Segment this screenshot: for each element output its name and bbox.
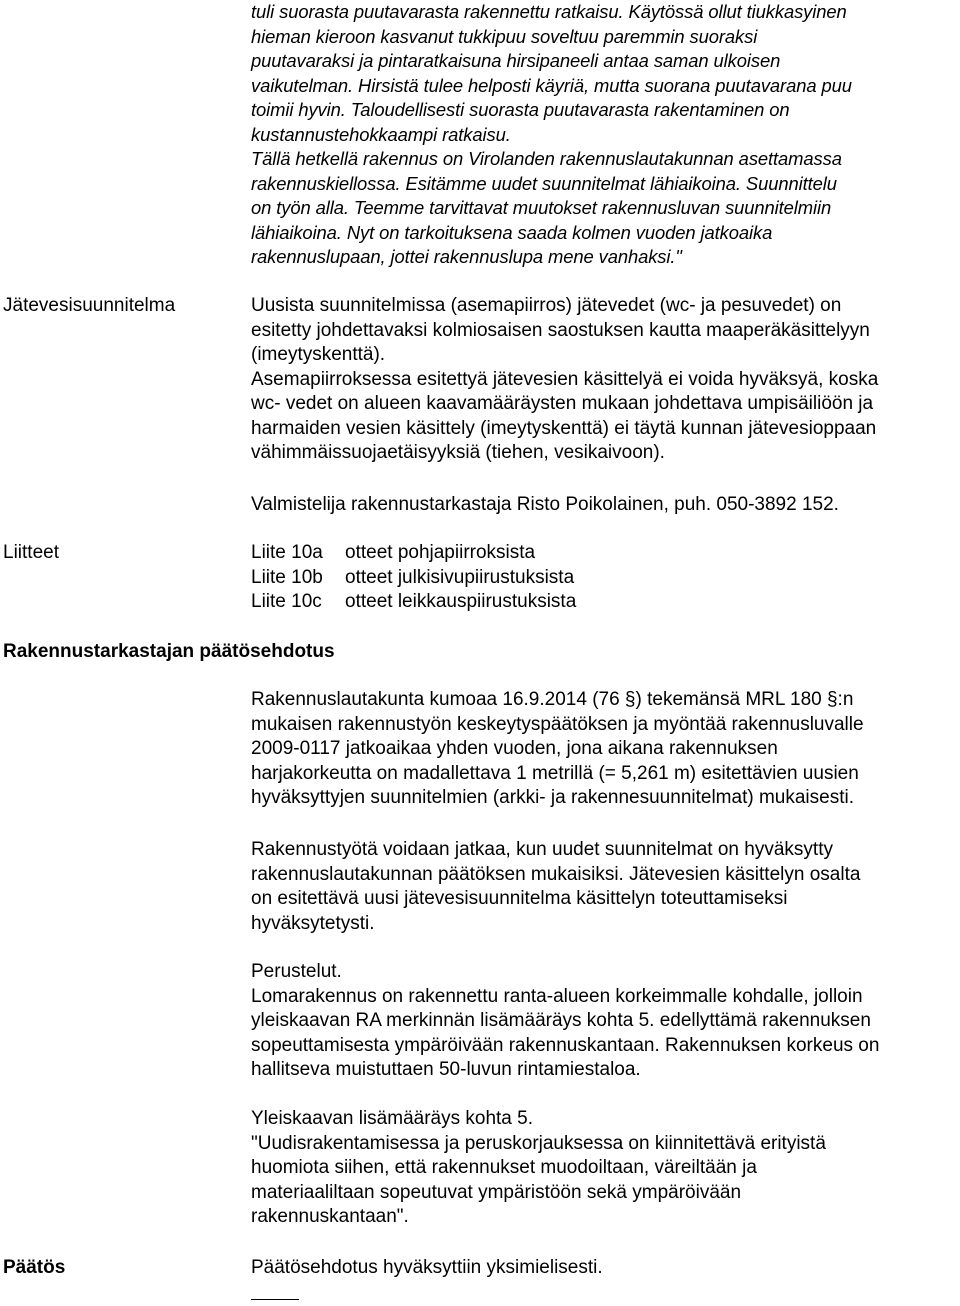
attachment-item [251,541,957,566]
proposal-paragraph-1-block [251,688,957,811]
proposal-paragraph: Yleiskaavan lisämääräys kohta 5. "Uudisrakentamisessa ja peruskorjauksessa on kiinnitettävä erityistä huomiota siihen, että rakennukset muodoiltaan, väreiltään ja materiaaliltaan sopeutuvat ympäristöön sekä ympäröivään rakennuskantaan". [251,1108,826,1227]
attachment-id: Liite 10c [251,591,322,612]
proposal-paragraph: Perustelut. Lomarakennus on rakennettu ranta-alueen korkeimmalle kohdalle, jolloin yleiskaavan RA merkinnän lisämääräys kohta 5. edellyttämä rakennuksen sopeuttamisesta ympäröivään rakennuskantaan. Rakennuksen korkeus on hallitseva muistuttaen 50-luvun rintamiestaloa. [251,961,880,1080]
proposal-paragraph-3-block [251,960,957,1083]
decision-text: Päätösehdotus hyväksyttiin yksimielisesti. [251,1257,603,1278]
wastewater-section [251,294,957,466]
quote-paragraph-1: tuli suorasta puutavarasta rakennettu ratkaisu. Käytössä ollut tiukkasyinen hieman kieroon kasvanut tukkipuu soveltuu paremmin suoraksi puutavaraksi ja pintaratkaisuna hirsipaneeli antaa saman ulkoisen vaikutelman. Hirsistä tulee helposti käyriä, mutta suorana puutavarana puu toimii hyvin. Taloudellisesti suorasta puutavarasta rakentaminen on kustannustehokkaampi ratkaisu. [251,1,852,145]
attachment-item [251,590,957,615]
proposal-paragraph-2-block [251,838,957,936]
wastewater-label: Jätevesisuunnitelma [3,295,176,316]
proposal-paragraph: Rakennuslautakunta kumoaa 16.9.2014 (76 §) tekemänsä MRL 180 §:n mukaisen rakennustyön keskeytyspäätöksen ja myöntää rakennusluvalle 2009-0117 jatkoaikaa yhden vuoden, jona aikana rakennuksen harjakorkeutta on madallettava 1 metrillä (= 5,261 m) esitettävien uusien hyväksyttyjen suunnitelmien (arkki- ja rakennesuunnitelmat) mukaisesti. [251,689,864,808]
applicant-quote [251,0,957,270]
decision-section [251,1256,957,1281]
attachment-text: otteet pohjapiirroksista [345,542,536,563]
attachment-text: otteet leikkauspiirustuksista [345,591,577,612]
proposal-heading: Rakennustarkastajan päätösehdotus [3,641,335,662]
proposal-paragraph: Rakennustyötä voidaan jatkaa, kun uudet suunnitelmat on hyväksytty rakennuslautakunnan päätöksen mukaisiksi. Jätevesien käsittelyn osalta on esitettävä uusi jätevesisuunnitelma käsittelyn toteuttamiseksi hyväksytetysti. [251,839,861,934]
wastewater-paragraph: Uusista suunnitelmissa (asemapiirros) jätevedet (wc- ja pesuvedet) on esitetty johdettavaksi kolmiosaisen saostuksen kautta maaperäkäsittelyyn (imeytyskenttä). Asemapiirroksessa esitettyä jätevesien käsittelyä ei voida hyväksyä, koska wc- vedet on alueen kaavamääräysten mukaan johdettava umpisäiliöön ja harmaiden vesien käsittely (imeytyskenttä) ei täytä kunnan jätevesioppaan vähimmäissuojaetäisyyksiä (tiehen, vesikaivoon). [251,295,879,463]
attachment-item [251,566,957,591]
preparer-line: Valmistelija rakennustarkastaja Risto Poikolainen, puh. 050-3892 152. [251,494,839,515]
decision-label: Päätös [3,1257,66,1278]
attachment-text: otteet julkisivupiirustuksista [345,566,575,588]
attachment-id: Liite 10b [251,566,323,588]
attachment-id: Liite 10a [251,542,323,563]
proposal-paragraph-4-block [251,1107,957,1230]
signature-line [251,1299,299,1300]
preparer-section [251,493,957,518]
attachments-label: Liitteet [3,542,59,563]
quote-paragraph-2: Tällä hetkellä rakennus on Virolanden rakennuslautakunnan asettamassa rakennuskiellossa. Esitämme uudet suunnitelmat lähiaikoina. Suunnittelu on työn alla. Teemme tarvittavat muutokset rakennusluvan suunnitelmiin lähiaikoina. Nyt on tarkoituksena saada kolmen vuoden jatkoaika rakennuslupaan, jottei rakennuslupa mene vanhaksi." [251,148,842,267]
attachments-list [251,541,957,615]
